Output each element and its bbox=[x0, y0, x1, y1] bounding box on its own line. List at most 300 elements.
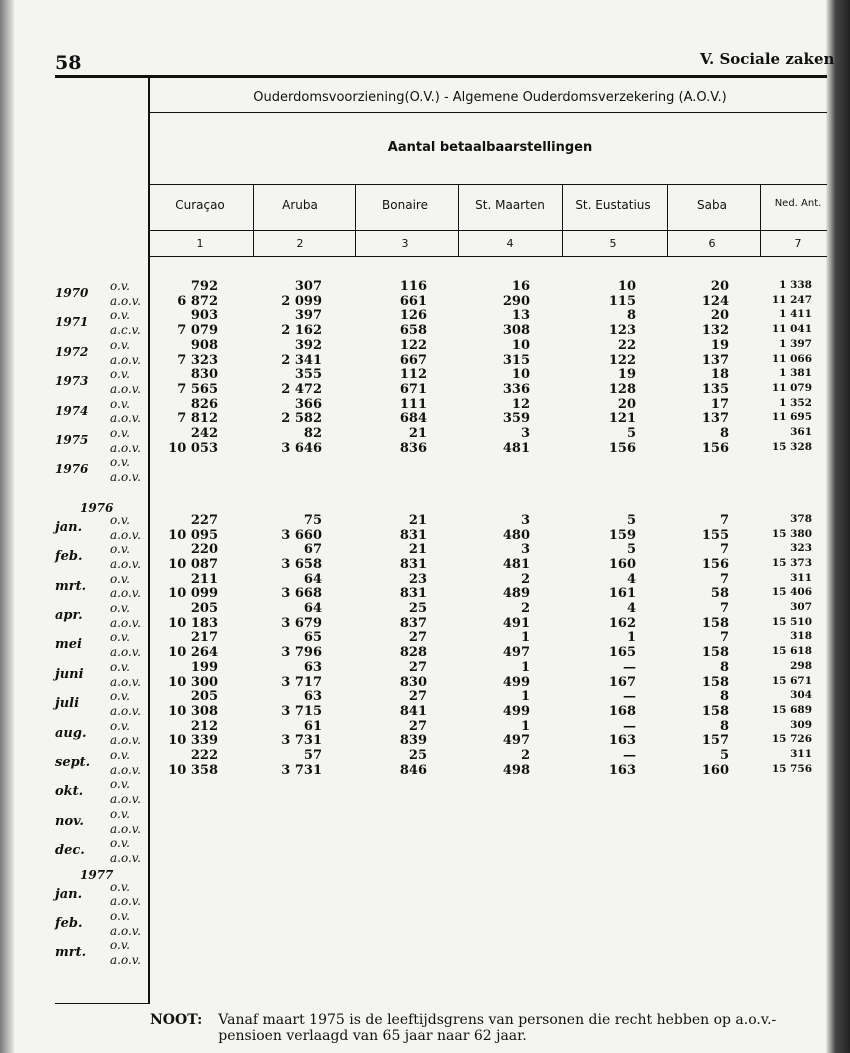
table-cell: 211 bbox=[190, 571, 218, 587]
month-label: feb. bbox=[55, 916, 83, 931]
table-cell: 497 bbox=[502, 645, 530, 661]
column-number: 1 bbox=[196, 237, 204, 250]
table-cell: 156 bbox=[701, 556, 729, 572]
table-cell: 15 510 bbox=[771, 615, 812, 628]
table-cell: 15 618 bbox=[771, 645, 812, 658]
row-type-label: o.v. bbox=[110, 748, 130, 762]
table-cell: 15 671 bbox=[771, 674, 812, 687]
table-cell: 199 bbox=[190, 659, 218, 675]
row-type-label: a.o.v. bbox=[110, 470, 141, 485]
table-cell: 27 bbox=[408, 630, 427, 646]
table-cell: 116 bbox=[399, 279, 427, 294]
row-type-label: o.v. bbox=[110, 279, 130, 293]
table-cell: 2 341 bbox=[281, 352, 322, 368]
month-label: mrt. bbox=[55, 578, 87, 594]
month-label: mrt. bbox=[55, 945, 87, 961]
column-header: Aruba bbox=[282, 198, 318, 212]
row-type-label: a.o.v. bbox=[110, 923, 141, 938]
table-cell: 7 bbox=[719, 601, 729, 616]
table-cell: 304 bbox=[790, 689, 812, 702]
table-cell: 830 bbox=[399, 674, 427, 690]
table-cell: 15 380 bbox=[771, 527, 812, 540]
table-cell: 15 373 bbox=[771, 556, 812, 569]
table-cell: 489 bbox=[502, 586, 530, 602]
table-cell: 2 162 bbox=[281, 323, 322, 339]
row-type-label: a.o.v. bbox=[110, 674, 141, 689]
row-type-label: o.v. bbox=[110, 659, 130, 674]
table-cell: 124 bbox=[701, 293, 729, 309]
table-cell: 18 bbox=[710, 367, 729, 383]
row-type-label: a.o.v. bbox=[110, 586, 141, 601]
table-cell: 481 bbox=[502, 440, 530, 456]
row-type-label: o.v. bbox=[110, 367, 130, 382]
month-label: aug. bbox=[55, 725, 87, 741]
table-cell: 158 bbox=[701, 674, 729, 690]
table-cell: 1 bbox=[626, 630, 636, 646]
colnum-rule bbox=[150, 256, 827, 257]
table-cell: 158 bbox=[701, 645, 729, 661]
table-cell: — bbox=[623, 659, 636, 675]
header-rule bbox=[55, 75, 827, 78]
row-type-label: o.v. bbox=[110, 542, 130, 557]
table-cell: 227 bbox=[190, 512, 218, 528]
table-cell: 1 338 bbox=[779, 279, 812, 291]
table-cell: 67 bbox=[303, 542, 322, 558]
table-cell: 307 bbox=[790, 601, 812, 613]
row-type-label: o.v. bbox=[110, 396, 130, 411]
table-cell: 5 bbox=[626, 542, 636, 558]
table-cell: 10 099 bbox=[168, 586, 218, 602]
page-number: 58 bbox=[55, 52, 82, 74]
table-cell: 2 099 bbox=[281, 293, 322, 309]
table-cell: 217 bbox=[190, 630, 218, 646]
table-cell: 658 bbox=[399, 323, 427, 339]
table-cell: 63 bbox=[303, 659, 322, 675]
table-cell: 3 660 bbox=[281, 527, 322, 543]
table-cell: 123 bbox=[608, 323, 636, 339]
table-cell: 163 bbox=[608, 733, 636, 749]
page-binding-edge bbox=[0, 0, 14, 1053]
year-label: 1975 bbox=[55, 433, 89, 447]
row-type-label: a.c.v. bbox=[110, 323, 141, 338]
table-cell: 242 bbox=[190, 426, 218, 441]
row-type-label: o.v. bbox=[110, 689, 130, 704]
table-cell: 323 bbox=[790, 542, 812, 555]
table-cell: 11 695 bbox=[771, 411, 812, 424]
row-type-label: o.v. bbox=[110, 426, 130, 440]
table-cell: 1 381 bbox=[779, 367, 812, 380]
row-type-label: o.v. bbox=[110, 308, 130, 323]
table-cell: 160 bbox=[608, 556, 636, 572]
table-cell: 392 bbox=[294, 337, 322, 353]
month-label: jan. bbox=[55, 886, 83, 902]
table-cell: 3 bbox=[520, 426, 530, 441]
table-cell: 7 565 bbox=[177, 381, 218, 397]
table-main-heading: Ouderdomsvoorziening(O.V.) - Algemene Ouderdomsverzekering (A.O.V.) bbox=[253, 90, 727, 105]
stub-bottom-rule bbox=[55, 1003, 150, 1004]
table-cell: 10 358 bbox=[168, 762, 218, 778]
table-cell: 308 bbox=[502, 323, 530, 339]
table-cell: 298 bbox=[790, 659, 812, 672]
table-cell: 336 bbox=[502, 381, 530, 397]
table-cell: 1 bbox=[520, 659, 530, 675]
table-cell: 135 bbox=[701, 381, 729, 397]
table-cell: 16 bbox=[511, 279, 530, 294]
month-label: sept. bbox=[55, 755, 91, 770]
month-label: okt. bbox=[55, 784, 84, 800]
table-cell: 397 bbox=[294, 308, 322, 324]
table-cell: 836 bbox=[399, 440, 427, 456]
table-cell: 831 bbox=[399, 586, 427, 602]
column-header: St. Eustatius bbox=[575, 198, 651, 212]
table-cell: 128 bbox=[608, 381, 636, 397]
table-cell: 160 bbox=[701, 762, 729, 778]
table-cell: 27 bbox=[408, 689, 427, 705]
table-cell: 307 bbox=[294, 279, 322, 294]
table-cell: 111 bbox=[399, 396, 427, 412]
table-cell: 2 bbox=[520, 601, 530, 616]
row-type-label: a.o.v. bbox=[110, 850, 141, 865]
table-cell: 13 bbox=[511, 308, 530, 324]
year-label: 1971 bbox=[55, 315, 89, 330]
table-cell: 667 bbox=[399, 352, 427, 368]
column-number: 3 bbox=[401, 237, 409, 250]
row-type-label: a.o.v. bbox=[110, 894, 141, 909]
table-cell: 61 bbox=[303, 718, 322, 734]
table-cell: 1 bbox=[520, 718, 530, 734]
row-type-label: o.v. bbox=[110, 337, 130, 352]
table-cell: 63 bbox=[303, 689, 322, 705]
table-cell: 25 bbox=[408, 601, 427, 616]
table-cell: 7 323 bbox=[177, 352, 218, 368]
table-cell: 75 bbox=[303, 512, 322, 528]
table-cell: 315 bbox=[502, 352, 530, 368]
table-cell: 19 bbox=[617, 367, 636, 383]
table-cell: 122 bbox=[608, 352, 636, 368]
table-cell: 366 bbox=[294, 396, 322, 412]
table-cell: 4 bbox=[626, 571, 636, 587]
table-cell: 480 bbox=[502, 527, 530, 543]
table-cell: 355 bbox=[294, 367, 322, 383]
column-divider bbox=[458, 184, 459, 256]
month-label: jan. bbox=[55, 519, 83, 535]
table-cell: 82 bbox=[303, 426, 322, 441]
column-header: Ned. Ant. bbox=[774, 198, 822, 209]
table-cell: 15 328 bbox=[771, 440, 812, 453]
chapter-title: V. Sociale zaken bbox=[700, 50, 835, 68]
table-cell: 205 bbox=[190, 601, 218, 616]
table-cell: — bbox=[623, 689, 636, 705]
table-cell: 57 bbox=[303, 748, 322, 763]
colhead-rule bbox=[150, 230, 827, 231]
table-cell: 826 bbox=[190, 396, 218, 412]
table-sub-heading: Aantal betaalbaarstellingen bbox=[387, 140, 593, 155]
table-cell: — bbox=[623, 718, 636, 734]
month-label: juli bbox=[55, 696, 80, 712]
table-cell: 7 bbox=[719, 542, 729, 558]
table-cell: 7 bbox=[719, 630, 729, 646]
table-cell: 167 bbox=[608, 674, 636, 690]
table-cell: 15 726 bbox=[771, 733, 812, 746]
row-type-label: a.o.v. bbox=[110, 645, 141, 660]
table-cell: 168 bbox=[608, 703, 636, 719]
table-cell: 3 646 bbox=[281, 440, 322, 456]
column-divider bbox=[562, 184, 563, 256]
table-cell: 1 bbox=[520, 630, 530, 646]
table-cell: 58 bbox=[710, 586, 729, 602]
year-group-label: 1976 bbox=[80, 500, 114, 515]
table-cell: 499 bbox=[502, 674, 530, 690]
table-cell: 841 bbox=[399, 703, 427, 719]
month-label: juni bbox=[55, 666, 84, 682]
column-number: 7 bbox=[794, 237, 802, 250]
row-type-label: a.o.v. bbox=[110, 792, 141, 807]
row-type-label: o.v. bbox=[110, 718, 130, 733]
table-cell: 3 658 bbox=[281, 556, 322, 572]
table-cell: 831 bbox=[399, 527, 427, 543]
table-cell: 908 bbox=[190, 337, 218, 353]
month-label: feb. bbox=[55, 549, 83, 565]
table-cell: 7 bbox=[719, 571, 729, 587]
table-cell: 7 079 bbox=[177, 323, 218, 339]
table-cell: 8 bbox=[719, 718, 729, 734]
column-number: 6 bbox=[708, 237, 716, 250]
row-type-label: o.v. bbox=[110, 512, 130, 527]
table-cell: 161 bbox=[608, 586, 636, 602]
column-divider bbox=[667, 184, 668, 256]
table-cell: 115 bbox=[608, 293, 636, 309]
table-cell: 290 bbox=[502, 293, 530, 309]
year-label: 1972 bbox=[55, 344, 89, 359]
table-cell: 27 bbox=[408, 718, 427, 734]
table-cell: 7 812 bbox=[177, 411, 218, 427]
table-cell: 903 bbox=[190, 308, 218, 324]
table-cell: 671 bbox=[399, 381, 427, 397]
year-group-label: 1977 bbox=[80, 867, 114, 882]
row-type-label: o.v. bbox=[110, 630, 130, 645]
row-type-label: o.v. bbox=[110, 879, 130, 894]
table-cell: 1 397 bbox=[779, 337, 812, 350]
table-cell: 5 bbox=[719, 748, 729, 763]
table-cell: 126 bbox=[399, 308, 427, 324]
row-type-label: o.v. bbox=[110, 571, 130, 586]
table-cell: 3 715 bbox=[281, 703, 322, 719]
table-cell: 3 717 bbox=[281, 674, 322, 690]
table-cell: 3 731 bbox=[281, 762, 322, 778]
table-cell: 497 bbox=[502, 733, 530, 749]
column-header: Curaçao bbox=[175, 198, 225, 212]
row-type-label: a.o.v. bbox=[110, 762, 141, 777]
table-cell: 4 bbox=[626, 601, 636, 616]
table-cell: 846 bbox=[399, 762, 427, 778]
table-cell: 11 041 bbox=[771, 323, 812, 336]
table-cell: 15 406 bbox=[771, 586, 812, 599]
table-cell: 23 bbox=[408, 571, 427, 587]
table-cell: 6 872 bbox=[177, 293, 218, 309]
column-number: 5 bbox=[609, 237, 617, 250]
month-label: apr. bbox=[55, 608, 83, 623]
year-label: 1974 bbox=[55, 403, 89, 418]
table-cell: 3 668 bbox=[281, 586, 322, 602]
subheading-rule bbox=[150, 184, 827, 185]
table-cell: 3 679 bbox=[281, 615, 322, 631]
table-cell: 10 bbox=[511, 367, 530, 383]
table-cell: 27 bbox=[408, 659, 427, 675]
table-cell: 5 bbox=[626, 426, 636, 441]
column-number: 4 bbox=[506, 237, 514, 250]
table-cell: 361 bbox=[790, 426, 812, 438]
table-cell: 10 bbox=[617, 279, 636, 294]
table-cell: 831 bbox=[399, 556, 427, 572]
table-cell: 3 796 bbox=[281, 645, 322, 661]
table-cell: 318 bbox=[790, 630, 812, 643]
month-label: mei bbox=[55, 637, 82, 653]
row-type-label: o.v. bbox=[110, 455, 130, 470]
table-cell: 828 bbox=[399, 645, 427, 661]
table-cell: 112 bbox=[399, 367, 427, 383]
table-cell: 222 bbox=[190, 748, 218, 763]
table-cell: 1 411 bbox=[779, 308, 812, 321]
row-type-label: o.v. bbox=[110, 836, 130, 851]
table-cell: 137 bbox=[701, 411, 729, 427]
table-cell: 8 bbox=[719, 659, 729, 675]
table-cell: 12 bbox=[511, 396, 530, 412]
table-cell: 122 bbox=[399, 337, 427, 353]
table-cell: — bbox=[623, 748, 636, 763]
row-type-label: a.o.v. bbox=[110, 411, 141, 426]
table-cell: 158 bbox=[701, 703, 729, 719]
table-cell: 3 731 bbox=[281, 733, 322, 749]
table-cell: 15 756 bbox=[771, 762, 812, 775]
month-label: dec. bbox=[55, 843, 85, 859]
table-cell: 499 bbox=[502, 703, 530, 719]
table-cell: 20 bbox=[710, 308, 729, 324]
table-cell: 11 066 bbox=[771, 352, 812, 365]
table-cell: 21 bbox=[408, 542, 427, 558]
table-cell: 792 bbox=[190, 279, 218, 294]
footnote-text: Vanaf maart 1975 is de leeftijdsgrens van personen die recht hebben op a.o.v.-pensioen verlaagd van 65 jaar naar 62 jaar. bbox=[218, 1012, 777, 1044]
row-type-label: a.o.v. bbox=[110, 703, 141, 718]
table-cell: 163 bbox=[608, 762, 636, 778]
heading-rule bbox=[150, 112, 827, 113]
table-cell: 839 bbox=[399, 733, 427, 749]
table-cell: 155 bbox=[701, 527, 729, 543]
table-cell: 2 bbox=[520, 571, 530, 587]
table-cell: 359 bbox=[502, 411, 530, 427]
table-cell: 2 472 bbox=[281, 381, 322, 397]
table-cell: 137 bbox=[701, 352, 729, 368]
page-right-edge bbox=[826, 0, 850, 1053]
row-type-label: a.o.v. bbox=[110, 556, 141, 571]
table-cell: 20 bbox=[617, 396, 636, 412]
table-cell: 8 bbox=[719, 426, 729, 441]
table-cell: 8 bbox=[719, 689, 729, 705]
table-cell: 19 bbox=[710, 337, 729, 353]
table-cell: 3 bbox=[520, 512, 530, 528]
footnote-label: NOOT: bbox=[150, 1012, 203, 1028]
table-cell: 837 bbox=[399, 615, 427, 631]
year-label: 1973 bbox=[55, 374, 89, 389]
table-cell: 10 053 bbox=[168, 440, 218, 456]
row-type-label: o.v. bbox=[110, 806, 130, 821]
table-cell: 10 339 bbox=[168, 733, 218, 749]
table-cell: 684 bbox=[399, 411, 427, 427]
table-cell: 157 bbox=[701, 733, 729, 749]
table-cell: 220 bbox=[190, 542, 218, 558]
footnote bbox=[150, 1012, 828, 1044]
table-cell: 10 183 bbox=[168, 615, 218, 631]
table-cell: 2 bbox=[520, 748, 530, 763]
table-cell: 17 bbox=[710, 396, 729, 412]
table-cell: 311 bbox=[790, 748, 812, 760]
table-cell: 3 bbox=[520, 542, 530, 558]
table-cell: 10 264 bbox=[168, 645, 218, 661]
table-cell: 212 bbox=[190, 718, 218, 734]
row-type-label: o.v. bbox=[110, 938, 130, 953]
table-cell: 20 bbox=[710, 279, 729, 294]
column-divider bbox=[355, 184, 356, 256]
row-type-label: a.o.v. bbox=[110, 293, 141, 308]
row-type-label: o.v. bbox=[110, 777, 130, 792]
column-header: Saba bbox=[697, 198, 727, 212]
table-cell: 7 bbox=[719, 512, 729, 528]
table-cell: 481 bbox=[502, 556, 530, 572]
year-label: 1970 bbox=[55, 286, 89, 300]
table-cell: 64 bbox=[303, 601, 322, 616]
year-label: 1976 bbox=[55, 462, 89, 477]
table-cell: 121 bbox=[608, 411, 636, 427]
table-cell: 162 bbox=[608, 615, 636, 631]
row-type-label: o.v. bbox=[110, 909, 130, 923]
row-type-label: a.o.v. bbox=[110, 733, 141, 748]
column-header: Bonaire bbox=[382, 198, 428, 212]
table-cell: 205 bbox=[190, 689, 218, 705]
table-cell: 498 bbox=[502, 762, 530, 778]
column-divider bbox=[253, 184, 254, 256]
table-cell: 10 087 bbox=[168, 556, 218, 572]
table-cell: 309 bbox=[790, 718, 812, 731]
table-cell: 311 bbox=[790, 571, 812, 584]
table-cell: 65 bbox=[303, 630, 322, 646]
row-type-label: a.o.v. bbox=[110, 953, 141, 968]
row-type-label: a.o.v. bbox=[110, 821, 141, 836]
table-cell: 156 bbox=[701, 440, 729, 456]
table-cell: 1 bbox=[520, 689, 530, 705]
table-cell: 5 bbox=[626, 512, 636, 528]
table-cell: 11 079 bbox=[771, 381, 812, 394]
table-cell: 159 bbox=[608, 527, 636, 543]
table-cell: 830 bbox=[190, 367, 218, 383]
table-cell: 64 bbox=[303, 571, 322, 587]
table-cell: 10 bbox=[511, 337, 530, 353]
table-cell: 10 095 bbox=[168, 527, 218, 543]
column-header: St. Maarten bbox=[475, 198, 545, 212]
table-cell: 1 352 bbox=[779, 396, 812, 409]
table-cell: 165 bbox=[608, 645, 636, 661]
month-label: nov. bbox=[55, 813, 84, 829]
row-type-label: a.o.v. bbox=[110, 615, 141, 630]
table-cell: 8 bbox=[626, 308, 636, 324]
table-cell: 156 bbox=[608, 440, 636, 456]
table-cell: 10 308 bbox=[168, 703, 218, 719]
table-cell: 2 582 bbox=[281, 411, 322, 427]
table-cell: 22 bbox=[617, 337, 636, 353]
table-cell: 491 bbox=[502, 615, 530, 631]
table-cell: 15 689 bbox=[771, 703, 812, 716]
row-type-label: a.o.v. bbox=[110, 527, 141, 542]
table-cell: 132 bbox=[701, 323, 729, 339]
table-cell: 661 bbox=[399, 293, 427, 309]
